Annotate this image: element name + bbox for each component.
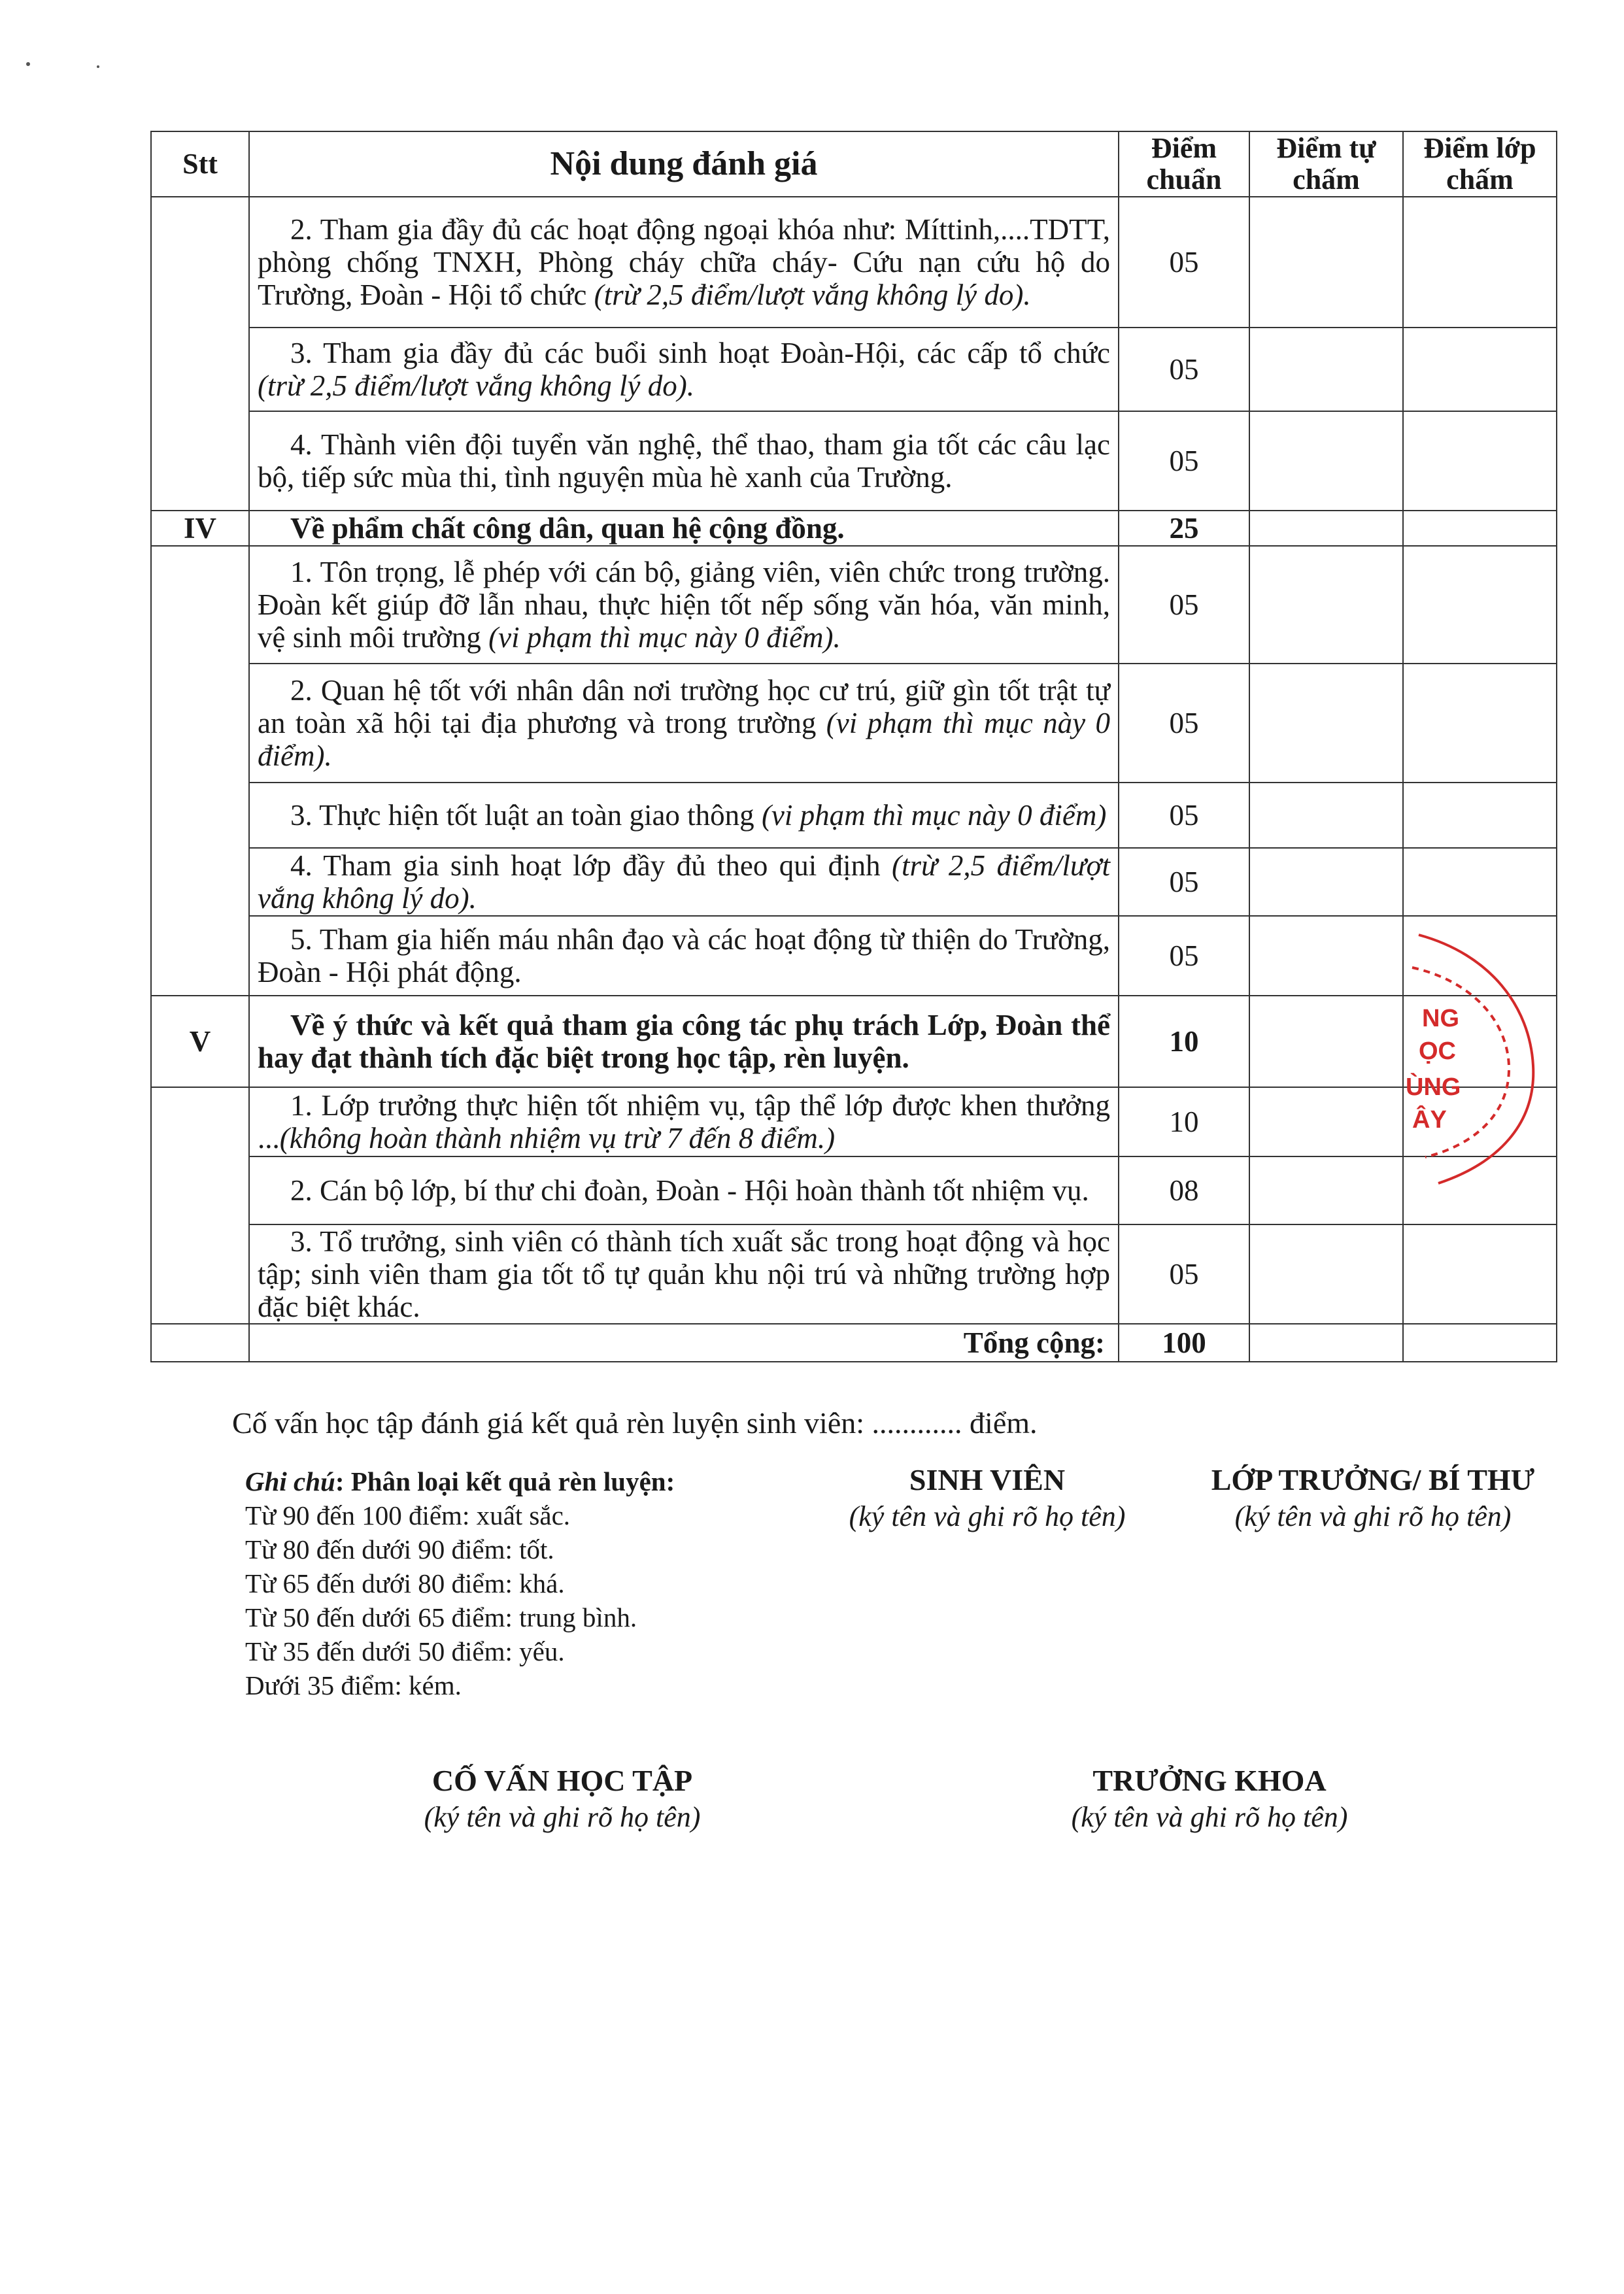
- student-signature-block: [804, 1461, 1170, 1534]
- class-score-cell[interactable]: [1403, 848, 1557, 916]
- class-score-cell[interactable]: [1403, 1324, 1557, 1362]
- header-self-score: Điểm tự chấm: [1249, 131, 1403, 197]
- table-row: [151, 916, 1557, 996]
- advisor-sign-note: (ký tên và ghi rõ họ tên): [424, 1801, 701, 1833]
- self-score-cell[interactable]: [1249, 1324, 1403, 1362]
- class-score-cell[interactable]: [1403, 546, 1557, 664]
- self-score-cell[interactable]: [1249, 1087, 1403, 1156]
- legend-line: Từ 50 đến dưới 65 điểm: trung bình.: [245, 1602, 637, 1632]
- class-score-cell[interactable]: [1403, 664, 1557, 783]
- student-sign-note: (ký tên và ghi rõ họ tên): [849, 1500, 1126, 1532]
- standard-score: 05: [1119, 546, 1249, 664]
- standard-score: 05: [1119, 328, 1249, 411]
- scan-speck: [97, 65, 99, 68]
- monitor-sign-note: (ký tên và ghi rõ họ tên): [1234, 1500, 1512, 1532]
- self-score-cell[interactable]: [1249, 197, 1403, 328]
- criterion-text: 2. Cán bộ lớp, bí thư chi đoàn, Đoàn - Hội hoàn thành tốt nhiệm vụ.: [249, 1156, 1119, 1224]
- legend-line: Từ 35 đến dưới 50 điểm: yếu.: [245, 1636, 565, 1666]
- self-score-cell[interactable]: [1249, 783, 1403, 848]
- section-row: [151, 511, 1557, 546]
- dean-role: TRƯỞNG KHOA: [1092, 1764, 1327, 1797]
- total-label: Tổng cộng:: [249, 1324, 1119, 1362]
- table-row: [151, 783, 1557, 848]
- legend-line: Từ 80 đến dưới 90 điểm: tốt.: [245, 1534, 554, 1564]
- table-row: [151, 197, 1557, 328]
- table-row: [151, 1224, 1557, 1324]
- criterion-text: 2. Tham gia đầy đủ các hoạt động ngoại khóa như: Míttinh,....TDTT, phòng chống TNXH, Phòng cháy chữa cháy- Cứu nạn cứu hộ do Trường, Đoàn - Hội tổ chức (trừ 2,5 điểm/lượt vắng không lý do).: [249, 197, 1119, 328]
- standard-score: 05: [1119, 664, 1249, 783]
- criterion-text: 3. Thực hiện tốt luật an toàn giao thông (vi phạm thì mục này 0 điểm): [249, 783, 1119, 848]
- self-score-cell[interactable]: [1249, 996, 1403, 1087]
- header-standard-score: Điểm chuẩn: [1119, 131, 1249, 197]
- standard-score: 05: [1119, 1224, 1249, 1324]
- self-score-cell[interactable]: [1249, 848, 1403, 916]
- criterion-text: 3. Tổ trưởng, sinh viên có thành tích xuất sắc trong hoạt động và học tập; sinh viên tham gia tốt tổ tự quản khu nội trú và những trường hợp đặc biệt khác.: [249, 1224, 1119, 1324]
- criterion-text: 4. Thành viên đội tuyển văn nghệ, thể thao, tham gia tốt các câu lạc bộ, tiếp sức mùa thi, tình nguyện mùa hè xanh của Trường.: [249, 411, 1119, 511]
- criterion-text: 3. Tham gia đầy đủ các buổi sinh hoạt Đoàn-Hội, các cấp tổ chức (trừ 2,5 điểm/lượt vắng không lý do).: [249, 328, 1119, 411]
- table-row: [151, 328, 1557, 411]
- table-row: [151, 664, 1557, 783]
- table-row: [151, 1087, 1557, 1156]
- legend-line: Từ 65 đến dưới 80 điểm: khá.: [245, 1568, 565, 1598]
- standard-score: 05: [1119, 783, 1249, 848]
- header-stt: Stt: [151, 131, 249, 197]
- standard-score: 10: [1119, 1087, 1249, 1156]
- criterion-text: 4. Tham gia sinh hoạt lớp đầy đủ theo qui định (trừ 2,5 điểm/lượt vắng không lý do).: [249, 848, 1119, 916]
- header-class-score: Điểm lớp chấm: [1403, 131, 1557, 197]
- class-score-cell[interactable]: [1403, 1224, 1557, 1324]
- dean-sign-note: (ký tên và ghi rõ họ tên): [1071, 1801, 1348, 1833]
- legend-line: Từ 90 đến 100 điểm: xuất sắc.: [245, 1500, 571, 1530]
- table-row: [151, 1156, 1557, 1224]
- legend-line: Dưới 35 điểm: kém.: [245, 1670, 462, 1700]
- evaluation-table: [150, 131, 1557, 1362]
- header-content: Nội dung đánh giá: [249, 131, 1119, 197]
- total-row: [151, 1324, 1557, 1362]
- self-score-cell[interactable]: [1249, 411, 1403, 511]
- self-score-cell[interactable]: [1249, 328, 1403, 411]
- advisor-assessment-line: Cố vấn học tập đánh giá kết quả rèn luyện sinh viên: ............ điểm.: [232, 1406, 1038, 1440]
- stt-cell-empty: [151, 197, 249, 511]
- self-score-cell[interactable]: [1249, 916, 1403, 996]
- table-row: [151, 848, 1557, 916]
- total-value: 100: [1119, 1324, 1249, 1362]
- red-stamp: [1399, 928, 1543, 1190]
- section-row: [151, 996, 1557, 1087]
- standard-score: 05: [1119, 848, 1249, 916]
- criterion-text: 1. Tôn trọng, lễ phép với cán bộ, giảng viên, viên chức trong trường. Đoàn kết giúp đỡ lẫn nhau, thực hiện tốt nếp sống văn hóa, văn minh, vệ sinh môi trường (vi phạm thì mục này 0 điểm).: [249, 546, 1119, 664]
- standard-score: 05: [1119, 411, 1249, 511]
- class-score-cell[interactable]: [1403, 328, 1557, 411]
- stt-cell-empty: [151, 546, 249, 996]
- table-header-row: [151, 131, 1557, 197]
- class-score-cell[interactable]: [1403, 783, 1557, 848]
- stamp-text: NG: [1422, 1005, 1459, 1032]
- self-score-cell[interactable]: [1249, 511, 1403, 546]
- section-number: V: [151, 996, 249, 1087]
- self-score-cell[interactable]: [1249, 664, 1403, 783]
- scan-speck: [26, 62, 30, 66]
- section-title: Về phẩm chất công dân, quan hệ cộng đồng.: [249, 511, 1119, 546]
- self-score-cell[interactable]: [1249, 1156, 1403, 1224]
- class-score-cell[interactable]: [1403, 411, 1557, 511]
- section-score: 10: [1119, 996, 1249, 1087]
- stt-cell-empty: [151, 1087, 249, 1324]
- criterion-text: 2. Quan hệ tốt với nhân dân nơi trường học cư trú, giữ gìn tốt trật tự an toàn xã hội tại địa phương và trong trường (vi phạm thì mục này 0 điểm).: [249, 664, 1119, 783]
- advisor-role: CỐ VẤN HỌC TẬP: [431, 1764, 693, 1797]
- class-score-cell[interactable]: [1403, 197, 1557, 328]
- criterion-text: 1. Lớp trưởng thực hiện tốt nhiệm vụ, tập thể lớp được khen thưởng ...(không hoàn thành nhiệm vụ trừ 7 đến 8 điểm.): [249, 1087, 1119, 1156]
- stamp-text: ÙNG: [1406, 1073, 1461, 1101]
- self-score-cell[interactable]: [1249, 1224, 1403, 1324]
- legend-title: Ghi chú: Phân loại kết quả rèn luyện:: [245, 1466, 675, 1496]
- stamp-text: ÂY: [1412, 1106, 1447, 1134]
- classification-legend: [245, 1464, 675, 1702]
- table-row: [151, 546, 1557, 664]
- stt-cell-empty: [151, 1324, 249, 1362]
- student-role: SINH VIÊN: [909, 1463, 1066, 1496]
- dean-signature-block: [1013, 1762, 1406, 1835]
- stamp-text: ỌC: [1419, 1037, 1456, 1065]
- self-score-cell[interactable]: [1249, 546, 1403, 664]
- advisor-signature-block: [366, 1762, 758, 1835]
- class-score-cell[interactable]: [1403, 511, 1557, 546]
- monitor-signature-block: [1177, 1461, 1569, 1534]
- criterion-text: 5. Tham gia hiến máu nhân đạo và các hoạt động từ thiện do Trường, Đoàn - Hội phát động.: [249, 916, 1119, 996]
- table-row: [151, 411, 1557, 511]
- standard-score: 05: [1119, 916, 1249, 996]
- section-title: Về ý thức và kết quả tham gia công tác phụ trách Lớp, Đoàn thể hay đạt thành tích đặc biệt trong học tập, rèn luyện.: [249, 996, 1119, 1087]
- standard-score: 08: [1119, 1156, 1249, 1224]
- standard-score: 05: [1119, 197, 1249, 328]
- monitor-role: LỚP TRƯỞNG/ BÍ THƯ: [1211, 1463, 1535, 1496]
- section-number: IV: [151, 511, 249, 546]
- section-score: 25: [1119, 511, 1249, 546]
